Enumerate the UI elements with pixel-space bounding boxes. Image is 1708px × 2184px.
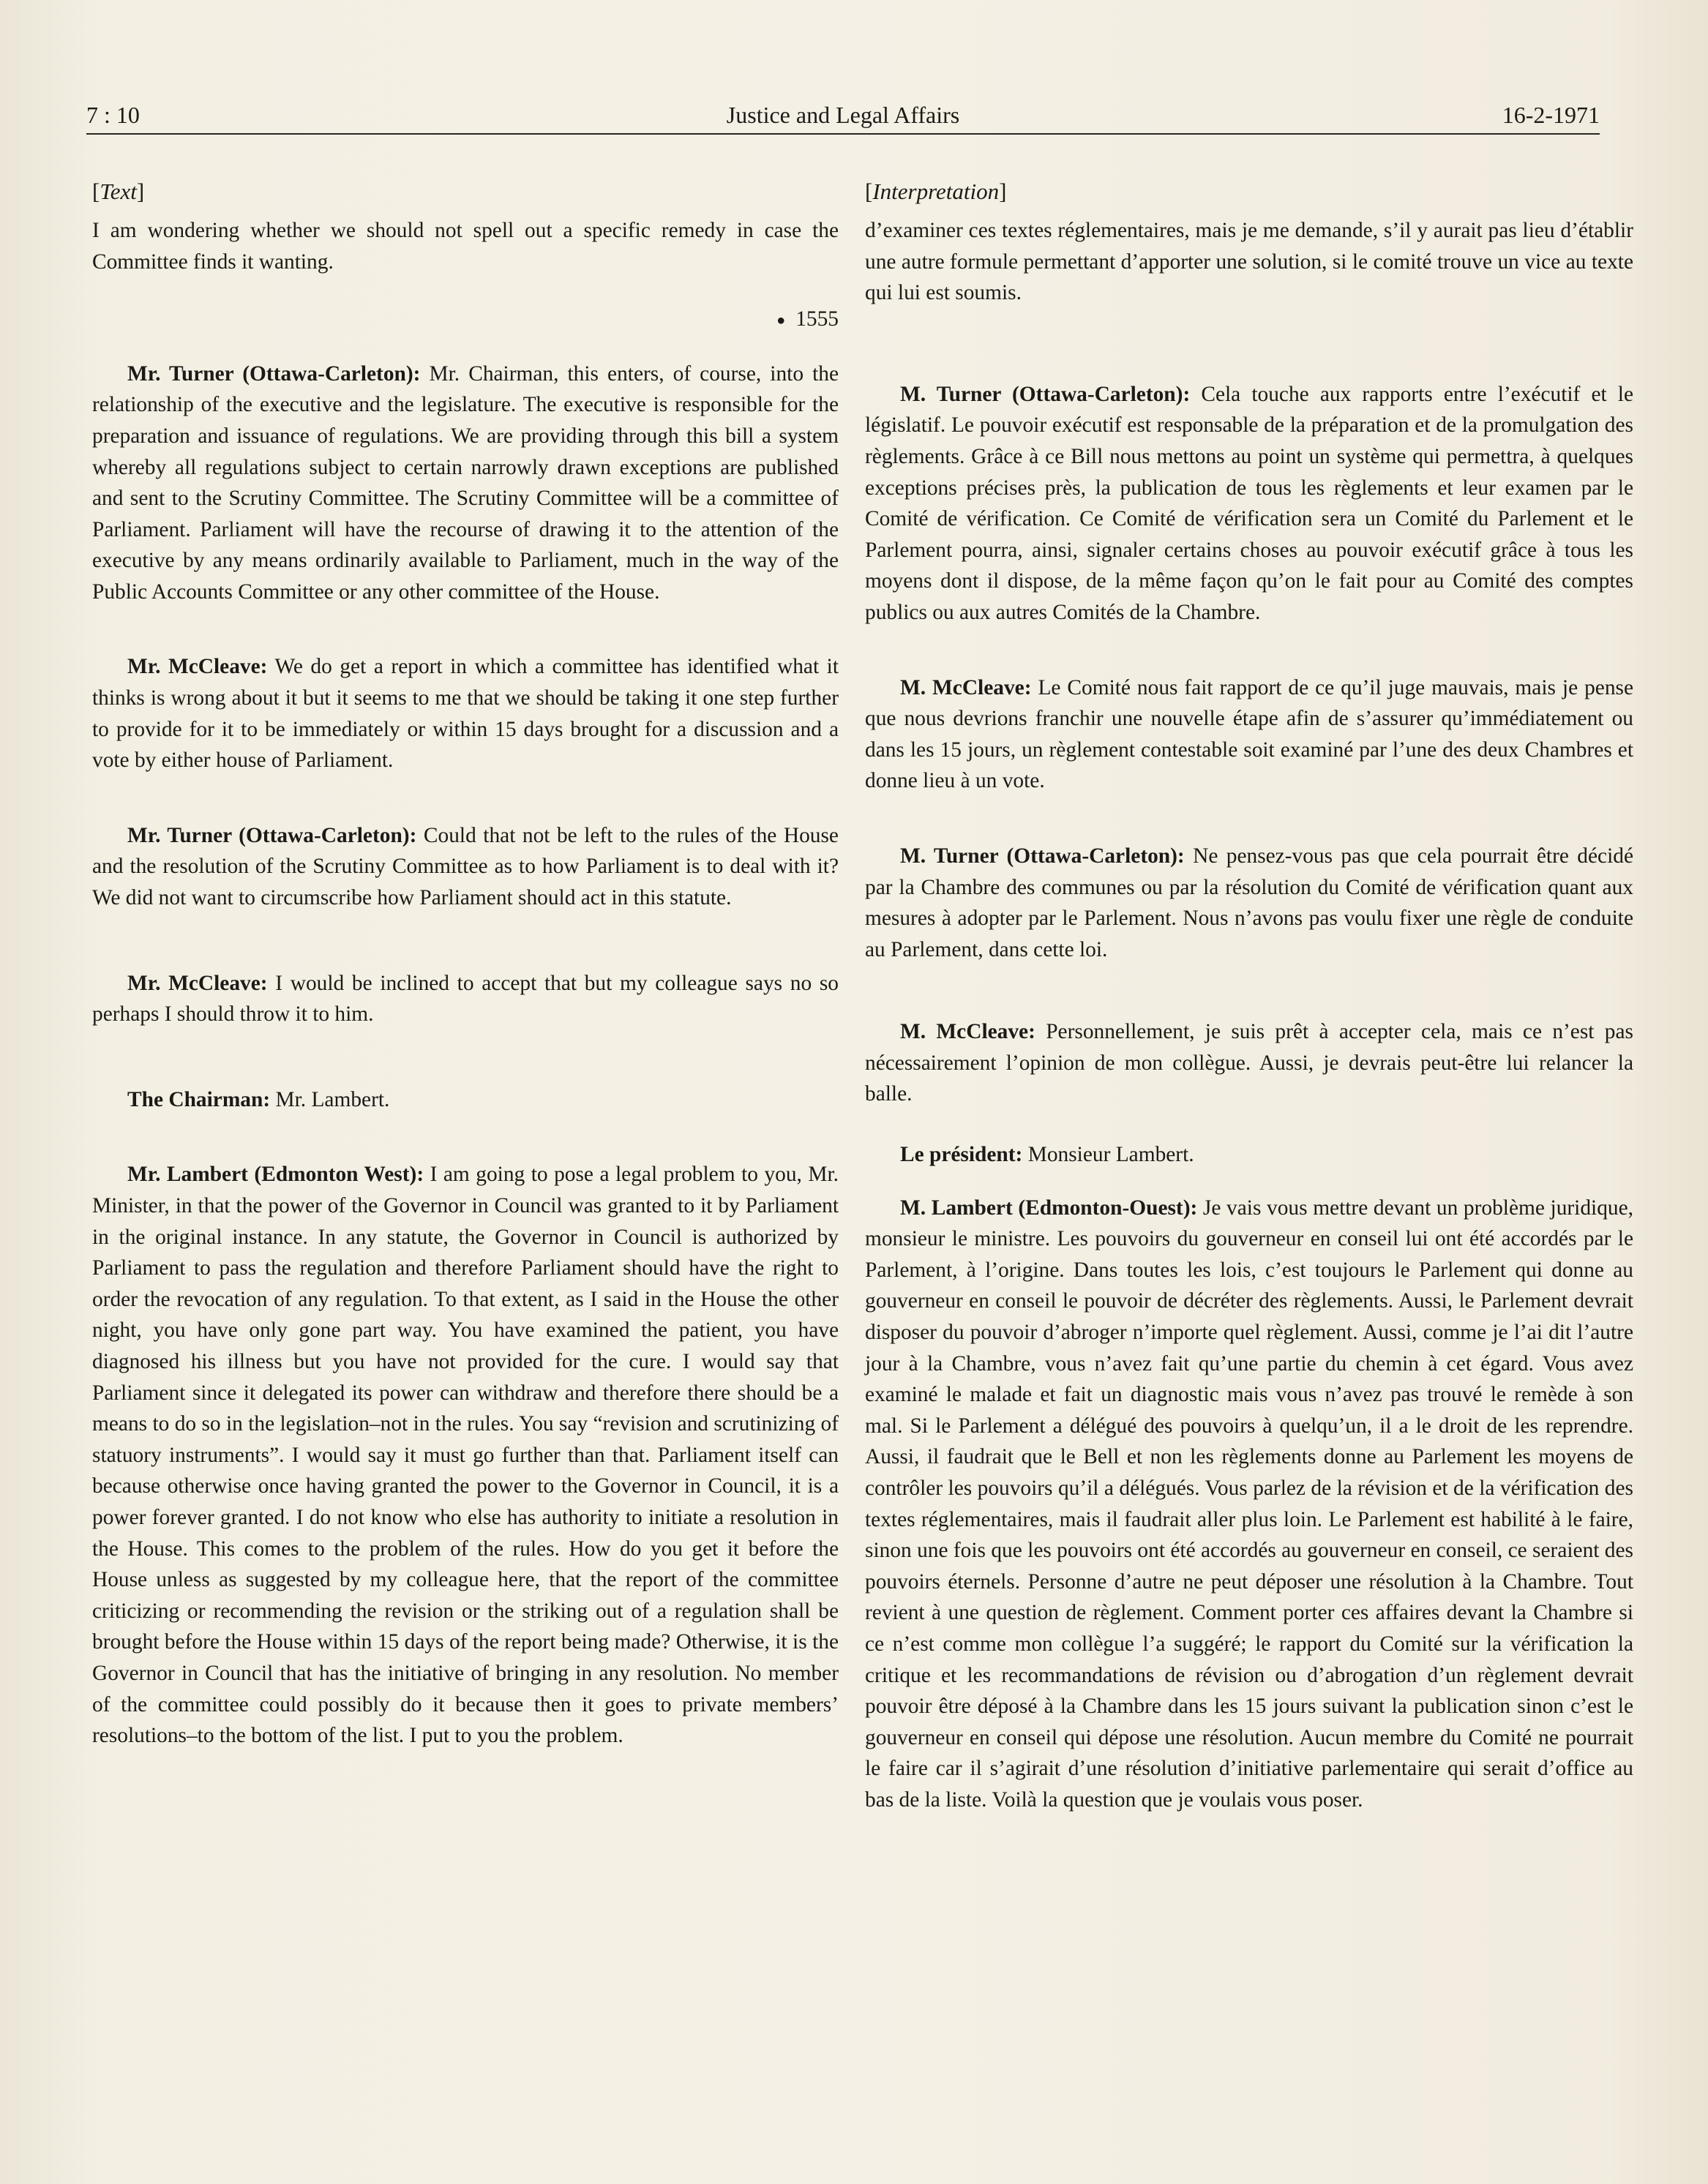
time-marker: ● 1555: [776, 307, 839, 331]
speech-paragraph: [92, 968, 839, 1030]
speech-text: Cela touche aux rapports entre l’exécutif et le législatif. Le pouvoir exécutif est responsable de la préparation et de la promulgation des règlements. Grâce à ce Bill nous mettons au point un système qui permettra, à quelques exceptions précises près, la publication de tous les règlements et leur examen par le Comité de vérification. Ce Comité de vérification sera un Comité du Parlement et le Parlement pourra, ainsi, signaler certains choses au pouvoir exécutif grâce à tous les moyens dont il dispose, de la même façon qu’on le fait pour au Comité des comptes publics ou aux autres Comités de la Chambre.: [865, 382, 1633, 624]
speech-paragraph: [92, 359, 839, 608]
intro-paragraph: I am wondering whether we should not spell out a specific remedy in case the Committee finds it wanting.: [92, 219, 839, 274]
speech-text: Monsieur Lambert.: [1022, 1143, 1194, 1167]
header-title: Justice and Legal Affairs: [726, 102, 960, 128]
speaker-name: Mr. McCleave:: [127, 655, 268, 679]
speaker-name: M. Turner (Ottawa-Carleton):: [900, 844, 1185, 868]
speaker-name: Mr. Lambert (Edmonton West):: [127, 1163, 424, 1187]
speech-paragraph: [92, 820, 839, 914]
speaker-name: M. McCleave:: [900, 1020, 1035, 1044]
speech-text: Personnellement, je suis prêt à accepter cela, mais ce n’est pas nécessairement l’opinion de mon collègue. Aussi, je devrais peut-être lui relancer la balle.: [865, 1020, 1633, 1106]
french-column: [865, 176, 1633, 1816]
speech-paragraph: [865, 1139, 1633, 1171]
speech-paragraph: [865, 1193, 1633, 1816]
speech-text: Le Comité nous fait rapport de ce qu’il juge mauvais, mais je pense que nous devrions franchir une nouvelle étape afin de s’assurer qu’immédiatement ou dans les 15 jours, un règlement contestable soit examiné par l’une des deux Chambres et donne lieu à un vote.: [865, 675, 1633, 793]
speaker-name: M. Lambert (Edmonton-Ouest):: [900, 1196, 1198, 1220]
speaker-name: Mr. Turner (Ottawa-Carleton):: [127, 361, 421, 386]
speech-paragraph: [865, 379, 1633, 628]
speech-text: I am going to pose a legal problem to you, Mr. Minister, in that the power of the Governor in Council was granted to it by Parliament in the original instance. In any statute, the Governor in Council is authorized by Parliament to pass the regulation and therefore Parliament should have the right to order the revocation of any regulation. To that extent, as I said in the House the other night, you have only gone part way. You have examined the patient, you have diagnosed his illness but you have not provided for the cure. I would say that Parliament since it delegated its power can withdraw and therefore there should be a means to do so in the legislation–not in the rules. You say “revision and scrutinizing of statuory instruments”. I would say it must go further than that. Parliament itself can because otherwise once having granted the power to the Governor in Council, it is a power forever granted. I do not know who else has authority to initiate a resolution in the House. This comes to the problem of the rules. How do you get it before the House unless as suggested by my colleague here, that the report of the committee criticizing or recommending the revision or the striking out of a regulation shall be brought before the House within 15 days of the report being made? Otherwise, it is the Governor in Council that has the initiative of bringing in any resolution. No member of the committee could possibly do it because then it goes to private members’ resolutions–to the bottom of the list. I put to you the problem.: [92, 1163, 839, 1748]
speech-text: We do get a report in which a committee has identified what it thinks is wrong about it but it seems to me that we should be taking it one step further to provide for it to be immediately or within 15 days brought for a discussion and a vote by either house of Parliament.: [92, 655, 839, 773]
speech-paragraph: [865, 841, 1633, 965]
running-header: [86, 92, 1600, 135]
section-tag: [Interpretation]: [865, 179, 1007, 204]
header-date: 16-2-1971: [1502, 102, 1600, 128]
speech-paragraph: [92, 1159, 839, 1751]
speaker-name: Mr. McCleave:: [127, 971, 268, 995]
speech-text: I would be inclined to accept that but my colleague says no so perhaps I should throw it to him.: [92, 971, 839, 1027]
speech-text: Mr. Chairman, this enters, of course, into the relationship of the executive and the legislature. The executive is responsible for the preparation and issuance of regulations. We are providing through this bill a system whereby all regulations subject to certain narrowly drawn exceptions are published and sent to the Scrutiny Committee. The Scrutiny Committee will be a committee of Parliament. Parliament will have the recourse of drawing it to the attention of the executive by any means ordinarily available to Parliament, much in the way of the Public Accounts Committee or any other committee of the House.: [92, 361, 839, 604]
speech-text: Je vais vous mettre devant un problème juridique, monsieur le ministre. Les pouvoirs du gouverneur en conseil lui ont été accordés par le Parlement, à l’origine. Dans toutes les lois, c’est toujours le Parlement qui donne au gouverneur en conseil le pouvoir de décréter des règlements. Aussi, le Parlement devrait disposer du pouvoir d’abroger n’importe quel règlement. Aussi, comme je l’ai dit l’autre jour à la Chambre, vous n’avez fait qu’une partie du chemin à cet égard. Vous avez examiné le malade et fait un diagnostic mais vous n’avez pas trouvé le remède à son mal. Si le Parlement a délégué des pouvoirs à quelqu’un, il a le droit de les reprendre. Aussi, il faudrait que le Bell et non les règlements donne au Parlement les moyens de contrôler les pouvoirs qu’il a délégués. Vous parlez de la révision et de la vérification des textes réglementaires, mais il faudrait aller plus loin. Le Parlement est habilité à le faire, sinon une fois que les pouvoirs ont été accordés au gouverneur en conseil, ce seraient des pouvoirs éternels. Personne d’autre ne peut déposer une résolution à la Chambre. Tout revient à une question de règlement. Comment porter ces affaires devant la Chambre si ce n’est comme mon collègue l’a suggéré; le rapport du Comité sur la vérification la critique et les recommandations de révision ou d’abrogation d’un règlement devrait pouvoir être déposé à la Chambre dans les 15 jours suivant la publication sinon c’est le gouverneur en conseil qui dépose une résolution. Aucun membre du Comité ne pourrait le faire car il s’agirait d’une résolution d’initiative parlementaire qui serait d’office au bas de la liste. Voilà la question que je voulais vous poser.: [865, 1196, 1633, 1812]
speaker-name: The Chairman:: [127, 1087, 271, 1111]
speaker-name: Le président:: [900, 1143, 1023, 1167]
speech-paragraph: [92, 651, 839, 776]
speech-paragraph: [92, 1084, 839, 1116]
english-column: [92, 176, 839, 1752]
speech-text: Mr. Lambert.: [270, 1087, 390, 1111]
bullet-icon: ●: [776, 312, 786, 329]
speech-paragraph: [865, 1016, 1633, 1110]
page-number: 7 : 10: [86, 102, 140, 128]
speaker-name: M. McCleave:: [900, 675, 1032, 699]
intro-paragraph: d’examiner ces textes réglementaires, mais je me demande, s’il y aurait pas lieu d’établir une autre formule permettant d’apporter une solution, si le comité trouve un vice au texte qui lui est soumis.: [865, 219, 1633, 305]
speech-paragraph: [865, 672, 1633, 797]
speech-text: Ne pensez-vous pas que cela pourrait être décidé par la Chambre des communes ou par la résolution du Comité de vérification quant aux mesures à adopter par le Parlement. Nous n’avons pas voulu fixer une règle de conduite au Parlement, dans cette loi.: [865, 844, 1633, 961]
section-tag: [Text]: [92, 179, 145, 204]
speech-text: Could that not be left to the rules of the House and the resolution of the Scrutiny Committee as to how Parliament is to deal with it? We did not want to circumscribe how Parliament should act in this statute.: [92, 823, 839, 910]
speaker-name: Mr. Turner (Ottawa-Carleton):: [127, 823, 417, 847]
speaker-name: M. Turner (Ottawa-Carleton):: [900, 382, 1191, 406]
